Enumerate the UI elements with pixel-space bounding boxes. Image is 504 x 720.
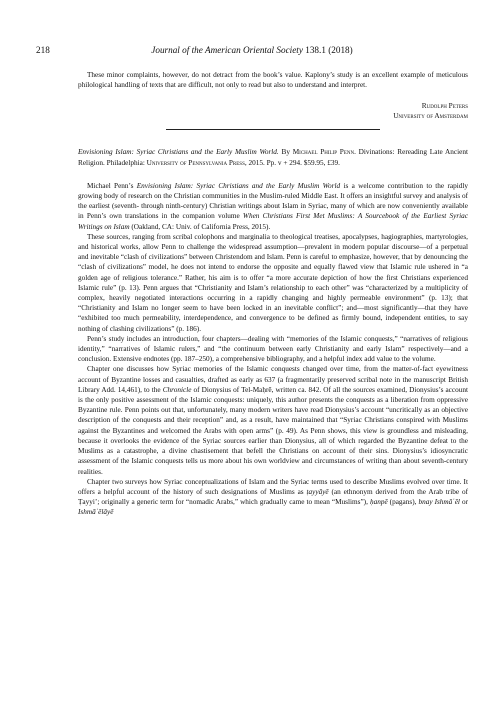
reviewer-name: Rudolph Peters <box>421 102 468 111</box>
chronicle-title: Chronicle <box>162 385 192 394</box>
review-paragraph-5: Chapter two surveys how Syriac conceptualizations of Islam and the Syriac terms used to describe Muslims evolved over time. It offers a helpful account of the history of such designations of Muslims as ṭayyāyē (an ethnonym derived from the Arab tribe of Ṭayyi’; originally a generic term for “nomadic Arabs,” which gradually came to mean “Muslims”), ḥanpē (pagans), bnay Ishmāʿēl or Ishmāʿēlāyē <box>78 477 469 517</box>
book-publisher: University of Pennsylvania Press, <box>146 158 247 167</box>
journal-title <box>36 44 468 56</box>
previous-review-closing: These minor complaints, however, do not detract from the book’s value. Kaplony’s study is an excellent example of meticulous philological handling of texts that are difficult, not only to read but also to understand and interpret. <box>78 71 468 90</box>
book-series: Divinations: Rereading Late Ancient Religion. Philadelphia: <box>78 148 468 167</box>
review-paragraph-4: Chapter one discusses how Syriac memories of the Islamic conquests changed over time, from the matter-of-fact eyewitness account of Byzantine losses and casualties, drafted as early as 637 (a fragmentarily preserved scribal note in the manuscript British Library Add. 14,461), to the Chronicle of Dionysius of Tel-Maḥrē, written ca. 842. Of all the sources examined, Dionysius’s account is the only positive assessment of the Islamic conquests: uniquely, this author presents the conquests as a liberation from oppressive Byzantine rule. Penn points out that, unfortunately, many modern writers have read Dionysius’s account “uncritically as an objective description of the conquests and their reception” and, as a result, have maintained that “Syriac Christians conspired with Muslims against the Byzantines and welcomed the Arabs with open arms” (p. 49). As Penn shows, this view is groundless and misleading, because it overlooks the evidence of the Syriac sources earlier than Dionysius, all of which regarded the Byzantine defeat to the Muslims as a catastrophe, a divine chastisement that befell the Christians on account of their sins. Dionysius’s idiosyncratic assessment of the Islamic conquests tells us more about his own worldview and circumstances of writing than about seventh-century realities. <box>78 365 469 476</box>
journal-volume: 138.1 (2018) <box>305 45 353 55</box>
book-title-ref: Envisioning Islam: Syriac Christians and the Early Muslim World <box>136 181 341 190</box>
companion-volume-title: When Christians First Met Muslims: A Sourcebook of the Earliest Syriac Writings on Islam <box>78 212 469 231</box>
page-number: 218 <box>36 45 50 55</box>
journal-name: Journal of the American Oriental Society <box>151 45 303 55</box>
reviewer-affiliation: University of Amsterdam <box>393 112 468 121</box>
review-paragraph-3: Penn’s study includes an introduction, four chapters—dealing with “memories of the Islamic conquests,” “narratives of religious identity,” “narratives of Islamic rulers,” and “the continuum between early Christianity and early Islam” respectively—and a conclusion. Extensive endnotes (pp. 187–250), a comprehensive bibliography, and a helpful index add value to the volume. <box>78 334 468 364</box>
book-author: Michael Philip Penn. <box>292 148 356 157</box>
review-paragraph-1: Michael Penn’s Envisioning Islam: Syriac Christians and the Early Muslim World is a welcome contribution to the rapidly growing body of research on the Christian communities in the Muslim-ruled Middle East. It offers an insightful survey and analysis of the earliest (seventh- through ninth-century) Christian writings about Islam in Syriac, many of which are now conveniently available in Penn’s own translations in the companion volume When Christians First Met Muslims: A Sourcebook of the Earliest Syriac Writings on Islam (Oakland, CA: Univ. of California Press, 2015). <box>78 181 469 231</box>
citation-by: By <box>281 148 290 157</box>
section-divider <box>166 129 380 130</box>
book-pub-details: 2015. Pp. v + 294. $59.95, £39. <box>248 158 340 167</box>
review-paragraph-2: These sources, ranging from scribal colophons and marginalia to theological treatises, apocalypses, hagiographies, martyrologies, and historical works, allow Penn to challenge the widespread assumption—prevalent in modern popular discourse—of a perpetual and inevitable “clash of civilizations” between Christendom and Islam. Penn is careful to emphasize, however, that by denouncing the “clash of civilizations” model, he does not intend to endorse the opposite and equally flawed view that Islamic rule ushered in “a golden age of religious tolerance.” Rather, his aim is to offer “a more accurate depiction of how the first Christians experienced Islamic rule” (p. 13). Penn argues that “Christianity and Islam’s relationship to each other” was “characterized by a multiplicity of complex, heavily negotiated interactions occurring in a rapidly changing and highly permeable environment” (p. 13); that “Christianity and Islam no longer seem to have been locked in an inevitable conflict”; and—most significantly—that they have “exhibited too much permeability, interdependence, and convergence to be defined as firmly bound, independent entities, to say nothing of clashing civilizations” (p. 186). <box>78 232 468 333</box>
book-citation <box>78 147 468 167</box>
reviewer-signature <box>78 101 468 121</box>
article-body <box>78 70 468 518</box>
book-title: Envisioning Islam: Syriac Christians and the Early Muslim World. <box>78 148 279 157</box>
